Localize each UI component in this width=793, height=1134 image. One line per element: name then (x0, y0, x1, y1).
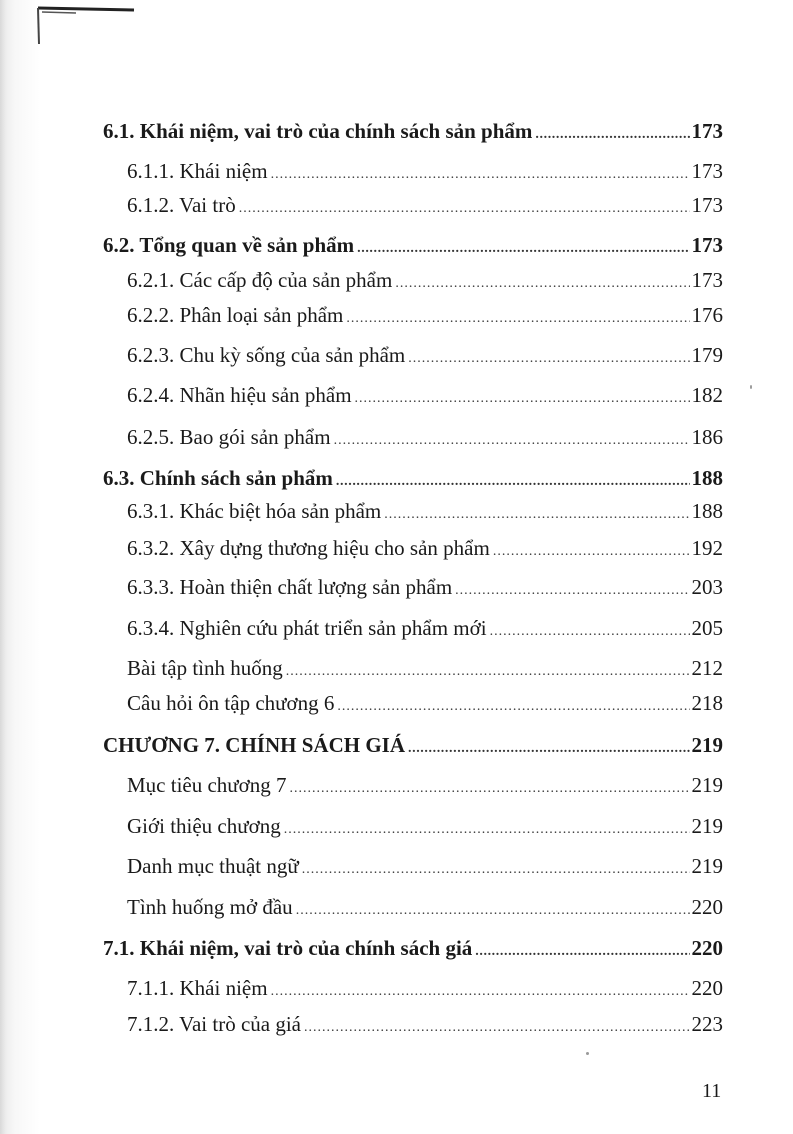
toc-entry-title: 6.1.2. Vai trò (127, 193, 236, 217)
toc-entry-6-3-1[interactable] (127, 498, 723, 528)
dot-leader (355, 386, 690, 412)
toc-entry-title: CHƯƠNG 7. CHÍNH SÁCH GIÁ (103, 733, 405, 757)
toc-entry-6-2-2[interactable] (127, 302, 723, 332)
dot-leader (271, 162, 690, 188)
dot-leader (395, 271, 689, 297)
toc-entry-page: 219 (691, 773, 723, 797)
dot-leader (455, 578, 689, 604)
toc-entry-7-1[interactable] (103, 935, 723, 965)
toc-entry-6-2-5[interactable] (127, 424, 723, 454)
toc-entry-page: 219 (691, 733, 723, 757)
toc-entry-glossary[interactable] (127, 853, 723, 883)
toc-entry-page: 223 (691, 1012, 723, 1036)
toc-entry-page: 218 (691, 691, 723, 715)
toc-entry-6-3-3[interactable] (127, 574, 723, 604)
toc-entry-chapter-7[interactable] (103, 732, 723, 762)
dot-leader (336, 469, 690, 495)
dot-leader (304, 1015, 690, 1041)
toc-entry-6-3[interactable] (103, 465, 723, 495)
toc-entry-title: 7.1.2. Vai trò của giá (127, 1012, 301, 1036)
toc-entry-chapter-goals[interactable] (127, 772, 723, 802)
dot-leader (535, 122, 689, 148)
toc-entry-6-3-2[interactable] (127, 535, 723, 565)
toc-entry-page: 173 (691, 193, 723, 217)
toc-entry-title: 6.1. Khái niệm, vai trò của chính sách sản phẩm (103, 119, 533, 143)
toc-entry-title: 6.1.1. Khái niệm (127, 159, 268, 183)
dot-leader (290, 776, 690, 802)
dot-leader (490, 619, 690, 645)
toc-entry-chapter-intro[interactable] (127, 813, 723, 843)
toc-entry-title: Giới thiệu chương (127, 814, 281, 838)
dot-leader (346, 306, 689, 332)
toc-entry-7-1-2[interactable] (127, 1011, 723, 1041)
toc-entry-7-1-1[interactable] (127, 975, 723, 1005)
toc-entry-page: 188 (691, 499, 723, 523)
toc-entry-page: 220 (691, 936, 723, 960)
toc-entry-page: 173 (691, 159, 723, 183)
toc-entry-page: 220 (691, 895, 723, 919)
toc-entry-page: 220 (691, 976, 723, 1000)
dot-leader (302, 857, 690, 883)
toc-entry-page: 176 (691, 303, 723, 327)
toc-entry-title: 6.3.4. Nghiên cứu phát triển sản phẩm mới (127, 616, 487, 640)
toc-entry-page: 182 (691, 383, 723, 407)
dot-leader (408, 736, 690, 762)
toc-entry-6-2-1[interactable] (127, 267, 723, 297)
toc-entry-6-2[interactable] (103, 232, 723, 262)
toc-entry-title: Bài tập tình huống (127, 656, 283, 680)
toc-entry-page: 192 (691, 536, 723, 560)
dot-leader (286, 659, 690, 685)
toc-entry-title: 6.2. Tổng quan về sản phẩm (103, 233, 355, 257)
toc-entry-page: 186 (691, 425, 723, 449)
toc-entry-review-questions[interactable] (127, 690, 723, 720)
toc-entry-page: 205 (691, 616, 723, 640)
scan-speck (750, 385, 752, 389)
toc-entry-title: Tình huống mở đầu (127, 895, 293, 919)
dot-leader (493, 539, 690, 565)
dot-leader (296, 898, 690, 924)
toc-entry-title: 6.3.3. Hoàn thiện chất lượng sản phẩm (127, 575, 453, 599)
toc-entry-page: 179 (691, 343, 723, 367)
toc-entry-title: 6.2.3. Chu kỳ sống của sản phẩm (127, 343, 406, 367)
toc-entry-6-3-4[interactable] (127, 615, 723, 645)
toc-entry-page: 212 (691, 656, 723, 680)
toc-entry-page: 173 (691, 233, 723, 257)
dot-leader (334, 428, 690, 454)
toc-entry-title: 6.2.4. Nhãn hiệu sản phẩm (127, 383, 352, 407)
dot-leader (337, 694, 689, 720)
toc-entry-title: Câu hỏi ôn tập chương 6 (127, 691, 335, 715)
toc-entry-opening-case[interactable] (127, 894, 723, 924)
toc-entry-title: 6.3. Chính sách sản phẩm (103, 466, 333, 490)
dot-leader (239, 196, 690, 222)
dot-leader (284, 817, 690, 843)
toc-entry-title: 6.2.1. Các cấp độ của sản phẩm (127, 268, 393, 292)
toc-entry-title: Danh mục thuật ngữ (127, 854, 299, 878)
toc-entry-title: 6.2.5. Bao gói sản phẩm (127, 425, 331, 449)
toc-entry-title: 7.1.1. Khái niệm (127, 976, 268, 1000)
dot-leader (384, 502, 689, 528)
scan-speck (586, 1052, 589, 1055)
dot-leader (408, 346, 689, 372)
toc-entry-6-2-3[interactable] (127, 342, 723, 372)
dot-leader (271, 979, 690, 1005)
dot-leader (357, 236, 689, 262)
toc-entry-title: 7.1. Khái niệm, vai trò của chính sách giá (103, 936, 473, 960)
toc-entry-page: 173 (691, 268, 723, 292)
toc-entry-title: 6.3.2. Xây dựng thương hiệu cho sản phẩm (127, 536, 490, 560)
toc-entry-page: 219 (691, 814, 723, 838)
page-number: 11 (702, 1080, 722, 1102)
toc-entry-6-1-2[interactable] (127, 192, 723, 222)
toc-entry-page: 203 (691, 575, 723, 599)
toc-entry-title: 6.2.2. Phân loại sản phẩm (127, 303, 344, 327)
dot-leader (475, 939, 689, 965)
toc-entry-page: 173 (691, 119, 723, 143)
toc-entry-exercises[interactable] (127, 655, 723, 685)
toc-entry-page: 219 (691, 854, 723, 878)
toc-entry-page: 188 (691, 466, 723, 490)
toc-entry-6-2-4[interactable] (127, 382, 723, 412)
toc-entry-title: Mục tiêu chương 7 (127, 773, 287, 797)
toc-entry-6-1-1[interactable] (127, 158, 723, 188)
toc-entry-title: 6.3.1. Khác biệt hóa sản phẩm (127, 499, 382, 523)
toc-entry-6-1[interactable] (103, 118, 723, 148)
